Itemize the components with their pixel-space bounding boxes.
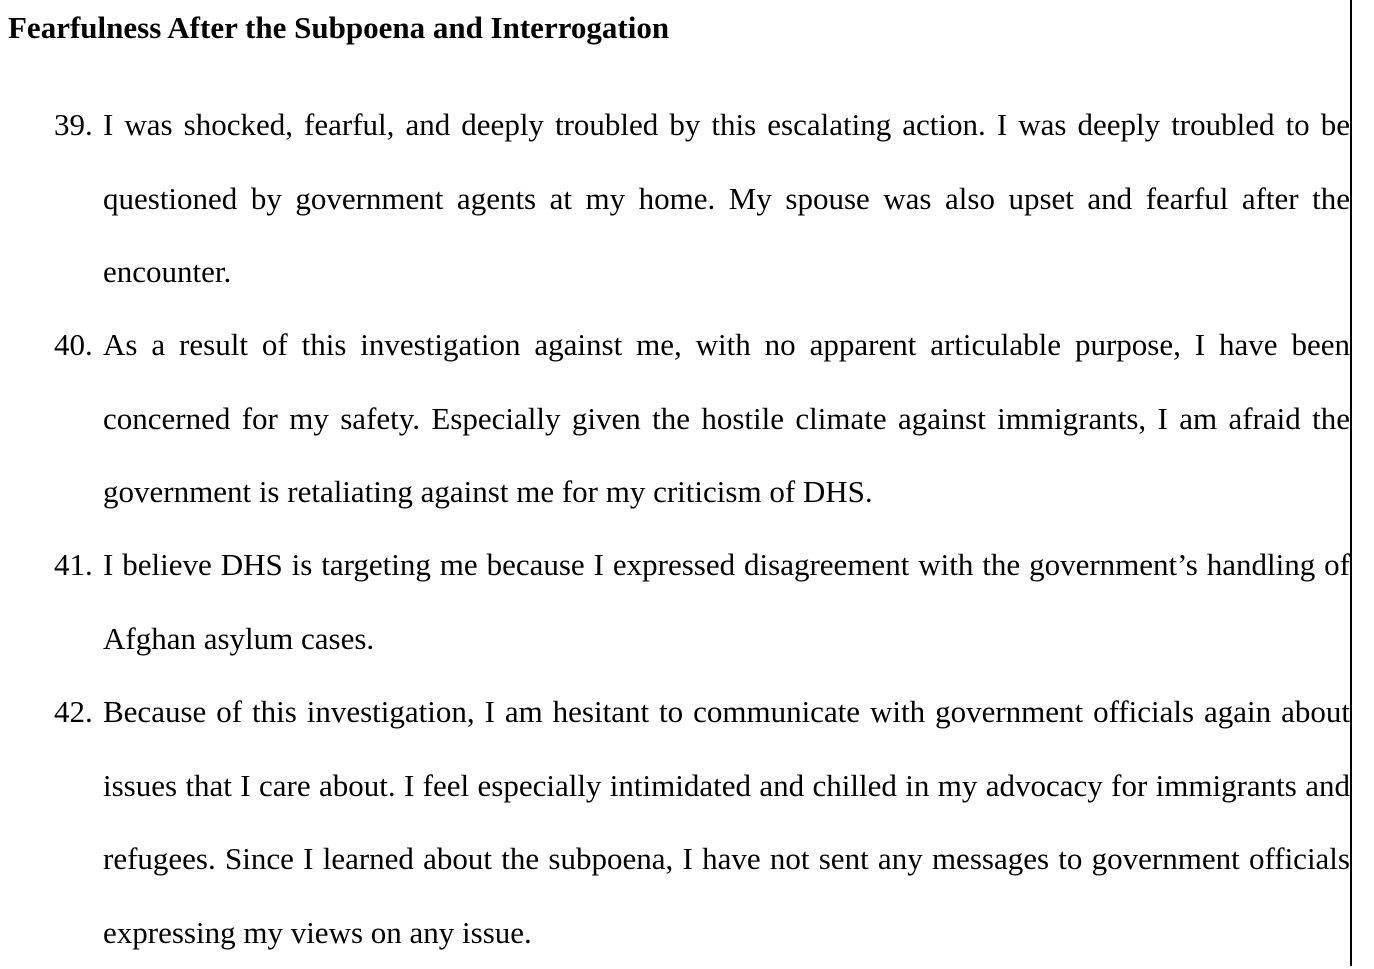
paragraph-number: 41.: [54, 547, 93, 582]
paragraph-text: As a result of this investigation against me, with no apparent articulable purpose, I have been concerned for my safety. Especially given the hostile climate against immigrants, I am afraid the government is retaliating against me for my criticism of DHS.: [103, 327, 1350, 509]
paragraph-42: [0, 675, 1350, 969]
paragraph-number: 39.: [54, 107, 93, 142]
section-heading: Fearfulness After the Subpoena and Interrogation: [8, 10, 670, 45]
paragraph-number: 42.: [54, 694, 93, 729]
paragraph-number: 40.: [54, 327, 93, 362]
paragraph-text: I was shocked, fearful, and deeply troubled by this escalating action. I was deeply troubled to be questioned by government agents at my home. My spouse was also upset and fearful after the encounter.: [103, 107, 1350, 289]
paragraph-41: [0, 528, 1350, 675]
paragraph-text: Because of this investigation, I am hesitant to communicate with government officials again about issues that I care about. I feel especially intimidated and chilled in my advocacy for immigrants and refugees. Since I learned about the subpoena, I have not sent any messages to government officials expressing my views on any issue.: [103, 694, 1350, 950]
paragraph-text: I believe DHS is targeting me because I expressed disagreement with the government’s handling of Afghan asylum cases.: [103, 547, 1350, 656]
paragraph-40: [0, 308, 1350, 529]
page-edge-rule: [1350, 0, 1352, 966]
paragraph-39: [0, 88, 1350, 309]
